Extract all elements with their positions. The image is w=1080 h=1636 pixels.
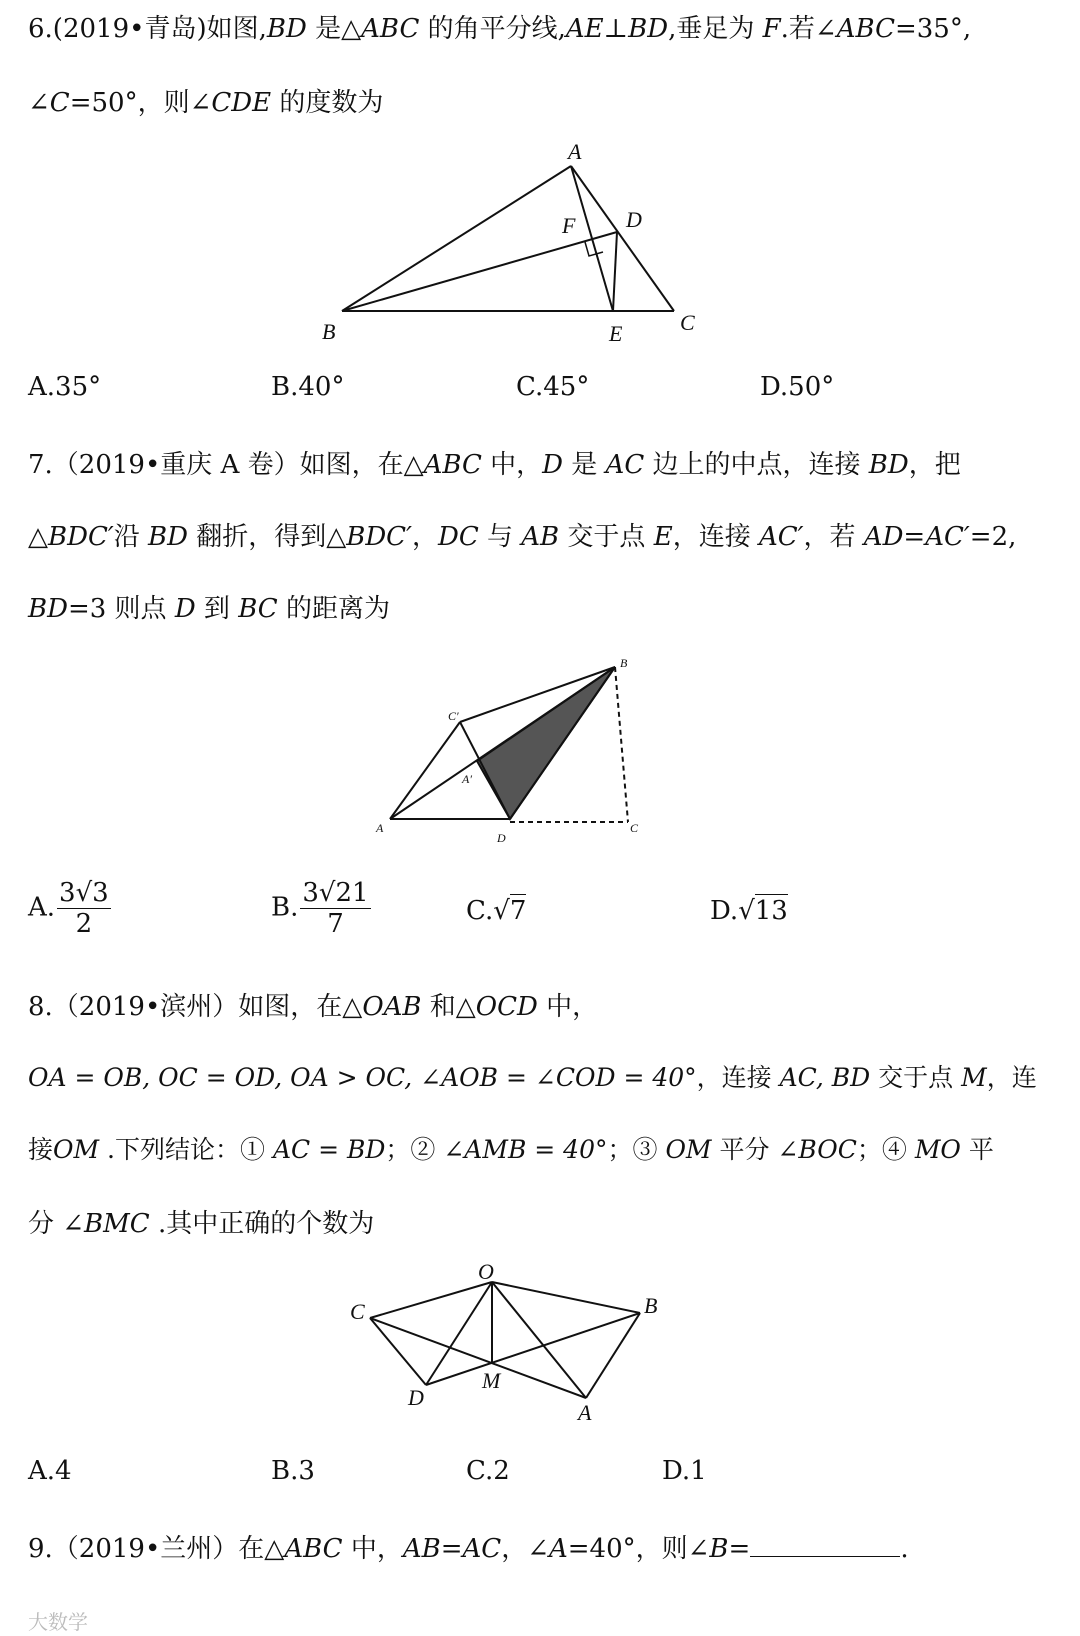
q8-option-b: B.3	[271, 1456, 315, 1486]
q7-option-b: B. $\frac{3√21}{7}$	[271, 878, 369, 939]
q7-option-d: D.√13	[710, 896, 788, 926]
q6-label-B: B	[322, 319, 336, 344]
q8-stem-line2: OA = OB, OC = OD, OA > OC, ∠AOB = ∠COD = 40°，连接 AC, BD 交于点 M，连	[28, 1063, 1037, 1092]
q8-option-d: D.1	[662, 1456, 707, 1486]
q9-answer-blank[interactable]	[750, 1532, 900, 1557]
q8-label-M: M	[482, 1368, 501, 1393]
q8-seg-DB	[426, 1313, 640, 1385]
q8-label-D: D	[408, 1385, 424, 1410]
q6-label-A: A	[568, 139, 582, 164]
q7-label-B: B	[620, 656, 628, 670]
q6-option-d: D.50°	[760, 372, 835, 402]
q8-option-a: A.4	[28, 1456, 72, 1486]
q8-stem-line4: 分 ∠BMC .其中正确的个数为	[28, 1209, 375, 1239]
q8-stem-line1: 8.（2019•滨州）如图，在△OAB 和△OCD 中，	[28, 992, 599, 1022]
q6-option-b: B.40°	[271, 372, 345, 402]
q7-seg-BC-dashed	[615, 667, 628, 822]
q7-option-a: A. $\frac{3√3}{2}$	[28, 878, 109, 939]
q8-option-c: C.2	[466, 1456, 510, 1486]
q8-label-B: B	[644, 1293, 658, 1318]
q6-seg-AE	[571, 166, 613, 311]
q6-label-C: C	[680, 310, 695, 335]
q6-seg-BD	[342, 232, 617, 311]
q6-figure	[300, 135, 740, 355]
q7-label-C1: C′	[448, 709, 459, 723]
q6-stem-line1: 6.(2019•青岛)如图,BD 是△ABC 的角平分线,AE⊥BD,垂足为 F.若∠ABC=35°,	[28, 14, 972, 44]
q7-figure	[360, 650, 660, 850]
q7-stem-line3: BD=3 则点 D 到 BC 的距离为	[28, 594, 390, 624]
q8-figure	[340, 1255, 680, 1430]
q8-seg-AB	[586, 1313, 640, 1398]
q6-stem-line2: ∠C=50°，则∠CDE 的度数为	[28, 88, 384, 118]
q8-label-C: C	[350, 1299, 365, 1324]
q6-seg-DE	[613, 232, 617, 311]
q7-label-A: A	[376, 821, 384, 835]
q9-stem: 9.（2019•兰州）在△ABC 中，AB=AC，∠A=40°，则∠B= .	[28, 1534, 909, 1564]
q6-seg-AB	[342, 166, 571, 311]
q7-stem-line2: △BDC′沿 BD 翻折，得到△BDC′，DC 与 AB 交于点 E，连接 AC′，若 AD=AC′=2,	[28, 522, 1017, 552]
q8-seg-OC	[370, 1282, 492, 1318]
q7-stem-line1: 7.（2019•重庆 A 卷）如图，在△ABC 中，D 是 AC 边上的中点，连接 BD，把	[28, 450, 961, 480]
q6-label-D: D	[626, 207, 642, 232]
q6-option-c: C.45°	[516, 372, 590, 402]
q8-label-O: O	[478, 1259, 494, 1284]
q7-option-a-fraction: $\frac{3√3}{2}$	[59, 878, 109, 939]
q7-label-A1: A′	[462, 772, 472, 786]
q8-stem-line3: 接OM .下列结论：① AC = BD；② ∠AMB = 40°；③ OM 平分 ∠BOC；④ MO 平	[28, 1135, 994, 1164]
q7-option-c: C.√7	[466, 896, 527, 926]
q7-seg-AC1	[390, 722, 460, 819]
q7-option-b-fraction: $\frac{3√21}{7}$	[302, 878, 369, 939]
watermark: 大数学	[28, 1610, 88, 1634]
q6-seg-AC	[571, 166, 674, 311]
q6-option-a: A.35°	[28, 372, 102, 402]
q6-label-F: F	[562, 213, 576, 238]
q7-label-D: D	[497, 831, 506, 845]
q8-label-A: A	[578, 1400, 592, 1425]
q7-label-C: C	[630, 821, 639, 835]
q6-label-E: E	[609, 321, 623, 346]
